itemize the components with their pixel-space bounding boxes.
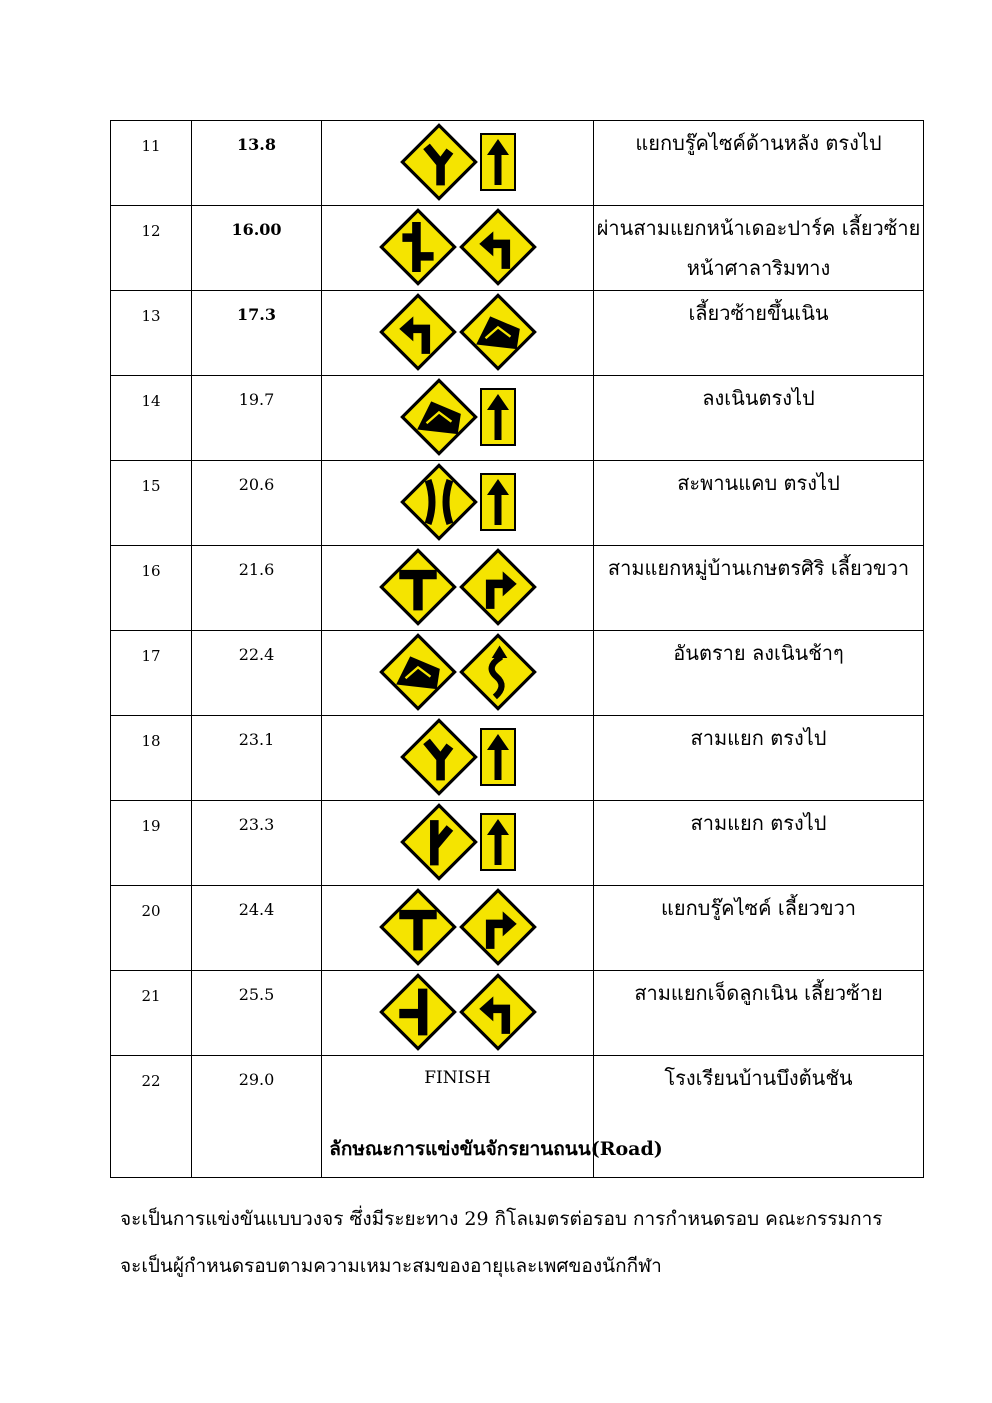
sign-cell (322, 546, 594, 631)
distance-km: 17.3 (192, 291, 322, 376)
checkpoint-number: 13 (111, 291, 192, 376)
turn-left-icon (459, 973, 537, 1055)
checkpoint-number: 19 (111, 801, 192, 886)
distance-km: 13.8 (192, 121, 322, 206)
checkpoint-number: 14 (111, 376, 192, 461)
straight-arrow-icon (480, 728, 516, 790)
winding-road-icon (459, 633, 537, 715)
side-road-left-icon (379, 973, 457, 1055)
turn-left-icon (379, 293, 457, 375)
route-description: แยกบรู๊คไซค์ เลี้ยวขวา (594, 886, 924, 971)
table-row (111, 121, 924, 206)
distance-km: 24.4 (192, 886, 322, 971)
sign-cell (322, 801, 594, 886)
route-description: อันตราย ลงเนินช้าๆ (594, 631, 924, 716)
y-junction-left-icon (400, 718, 478, 800)
road-signs (322, 121, 593, 205)
checkpoint-number: 16 (111, 546, 192, 631)
table-row (111, 376, 924, 461)
checkpoint-number: 18 (111, 716, 192, 801)
route-description: แยกบรู๊คไซค์ด้านหลัง ตรงไป (594, 121, 924, 206)
steep-hill-icon (379, 633, 457, 715)
road-signs (322, 971, 593, 1055)
table-row (111, 971, 924, 1056)
road-signs (322, 291, 593, 375)
distance-km: 22.4 (192, 631, 322, 716)
straight-arrow-icon (480, 473, 516, 535)
checkpoint-number: 21 (111, 971, 192, 1056)
road-signs (322, 631, 593, 715)
t-junction-icon (379, 888, 457, 970)
t-junction-icon (379, 548, 457, 630)
road-signs (322, 461, 593, 545)
section-heading: ลักษณะการแข่งขันจักรยานถนน(Road) (329, 1138, 663, 1160)
turn-right-icon (459, 548, 537, 630)
checkpoint-number: 22 (111, 1056, 192, 1178)
road-signs (322, 376, 593, 460)
sign-cell (322, 971, 594, 1056)
route-table (110, 120, 924, 1178)
checkpoint-number: 20 (111, 886, 192, 971)
paragraph-line: จะเป็นการแข่งขันแบบวงจร ซึ่งมีระยะทาง 29 กิโลเมตรต่อรอบ การกำหนดรอบ คณะกรรมการ (120, 1208, 883, 1230)
route-description: เลี้ยวซ้ายขึ้นเนิน (594, 291, 924, 376)
distance-km: 23.1 (192, 716, 322, 801)
distance-km: 16.00 (192, 206, 322, 291)
sign-cell (322, 461, 594, 546)
straight-arrow-icon (480, 133, 516, 195)
distance-km: 21.6 (192, 546, 322, 631)
straight-arrow-icon (480, 388, 516, 450)
road-signs (322, 801, 593, 885)
straight-arrow-icon (480, 813, 516, 875)
distance-km: 29.0 (192, 1056, 322, 1178)
route-description: สามแยก ตรงไป (594, 801, 924, 886)
table-row (111, 206, 924, 291)
checkpoint-number: 15 (111, 461, 192, 546)
table-row (111, 291, 924, 376)
description-paragraph (120, 1196, 920, 1290)
turn-right-icon (459, 888, 537, 970)
paragraph-line: จะเป็นผู้กำหนดรอบตามความเหมาะสมของอายุและเพศของนักกีฬา (120, 1255, 662, 1277)
distance-km: 19.7 (192, 376, 322, 461)
table-row (111, 886, 924, 971)
table-row (111, 546, 924, 631)
steep-hill-icon (459, 293, 537, 375)
finish-label: FINISH (424, 1068, 491, 1088)
checkpoint-number: 17 (111, 631, 192, 716)
staggered-junction-icon (379, 208, 457, 290)
y-junction-right-icon (400, 803, 478, 885)
route-description: สามแยกเจ็ดลูกเนิน เลี้ยวซ้าย (594, 971, 924, 1056)
sign-cell (322, 121, 594, 206)
checkpoint-number: 12 (111, 206, 192, 291)
route-description: สามแยกหมู่บ้านเกษตรศิริ เลี้ยวขวา (594, 546, 924, 631)
sign-cell (322, 206, 594, 291)
road-signs (322, 206, 593, 290)
distance-km: 25.5 (192, 971, 322, 1056)
route-description: สะพานแคบ ตรงไป (594, 461, 924, 546)
steep-hill-icon (400, 378, 478, 460)
table-row (111, 716, 924, 801)
route-description: สามแยก ตรงไป (594, 716, 924, 801)
checkpoint-number: 11 (111, 121, 192, 206)
turn-left-icon (459, 208, 537, 290)
table-row (111, 631, 924, 716)
sign-cell (322, 631, 594, 716)
route-description: ผ่านสามแยกหน้าเดอะปาร์ค เลี้ยวซ้าย หน้าศาลาริมทาง (594, 206, 924, 291)
road-signs (322, 716, 593, 800)
narrow-bridge-icon (400, 463, 478, 545)
sign-cell (322, 291, 594, 376)
route-description: ลงเนินตรงไป (594, 376, 924, 461)
sign-cell (322, 886, 594, 971)
sign-cell (322, 716, 594, 801)
sign-cell (322, 376, 594, 461)
table-row (111, 801, 924, 886)
road-signs (322, 886, 593, 970)
y-junction-left-icon (400, 123, 478, 205)
distance-km: 20.6 (192, 461, 322, 546)
road-signs (322, 546, 593, 630)
table-row (111, 461, 924, 546)
distance-km: 23.3 (192, 801, 322, 886)
route-description: โรงเรียนบ้านบึงต้นชัน (594, 1056, 924, 1178)
